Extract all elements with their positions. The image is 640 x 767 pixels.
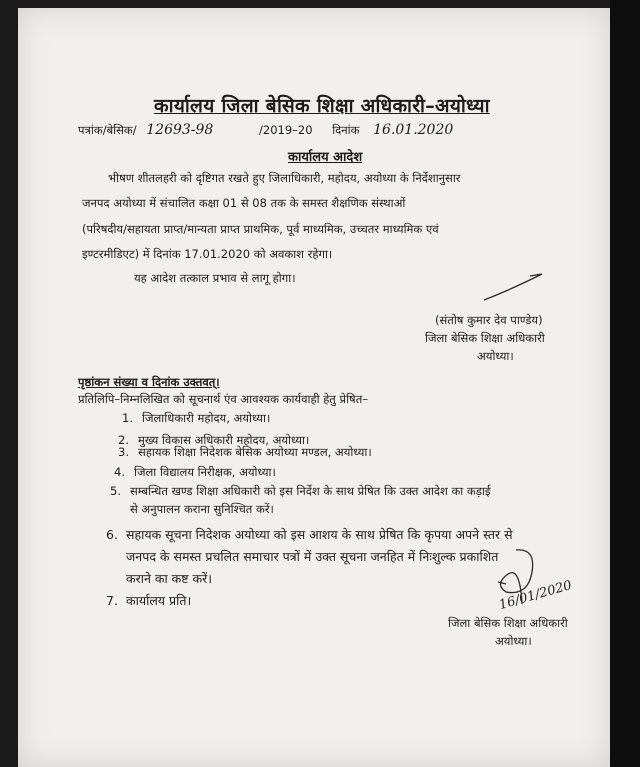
distribution-item-cont: कराने का कष्ट करें। — [126, 571, 212, 586]
distribution-item: 7. कार्यालय प्रति। — [106, 593, 192, 608]
distribution-item: 2. मुख्य विकास अधिकारी महोदय, अयोध्या। — [118, 433, 310, 447]
distribution-item-cont: से अनुपालन कराना सुनिश्चित करें। — [130, 502, 274, 516]
ref-year: /2019–20 — [259, 123, 313, 137]
order-heading: कार्यालय आदेश — [288, 150, 363, 165]
bottom-signatory-place: अयोध्या। — [495, 634, 532, 648]
bottom-signatory-designation: जिला बेसिक शिक्षा अधिकारी — [448, 616, 568, 630]
date-label: दिनांक — [332, 123, 360, 137]
distribution-heading: पृष्ठांकन संख्या व दिनांक उक्तवत्। — [78, 375, 220, 389]
distribution-item: 3. सहायक शिक्षा निदेशक बेसिक अयोध्या मण्डल, अयोध्या। — [118, 445, 372, 459]
ref-number: 12693-98 — [146, 122, 214, 138]
reference-line — [78, 122, 453, 138]
signatory-designation: जिला बेसिक शिक्षा अधिकारी — [425, 331, 545, 345]
handwritten-date: 16/01/2020 — [497, 577, 574, 614]
signature-stroke-top — [480, 268, 550, 308]
order-line-1: भीषण शीतलहरी को दृष्टिगत रखते हुए जिलाधिकारी, महोदय, अयोध्या के निर्देशानुसार — [108, 171, 461, 185]
date-value: 16.01.2020 — [373, 122, 454, 138]
distribution-intro: प्रतिलिपि–निम्नलिखित को सूचनार्थ एंव आवश्यक कार्यवाही हेतु प्रेषित– — [78, 392, 368, 406]
distribution-item: 6. सहायक सूचना निदेशक अयोध्या को इस आशय के साथ प्रेषित कि कृपया अपने स्तर से — [106, 527, 513, 542]
signatory-place: अयोध्या। — [477, 349, 514, 363]
office-title: कार्यालय जिला बेसिक शिक्षा अधिकारी–अयोध्या — [154, 95, 490, 117]
distribution-item: 1. जिलाधिकारी महोदय, अयोध्या। — [122, 411, 271, 425]
distribution-item: 4. जिला विद्यालय निरीक्षक, अयोध्या। — [114, 465, 276, 479]
order-line-3: (परिषदीय/सहायता प्राप्त/मान्यता प्राप्त प्राथमिक, पूर्व माध्यमिक, उच्चतर माध्यमिक एवं — [82, 222, 439, 236]
distribution-item: 5. सम्बन्धित खण्ड शिक्षा अधिकारी को इस निर्देश के साथ प्रेषित कि उक्त आदेश का कड़ाई — [110, 484, 491, 498]
photo-edge-shadow — [610, 0, 640, 767]
order-line-4: इण्टरमीडिएट) में दिनांक 17.01.2020 को अवकाश रहेगा। — [82, 247, 333, 261]
order-effect-line: यह आदेश तत्काल प्रभाव से लागू होगा। — [134, 271, 296, 285]
order-line-2: जनपद अयोध्या में संचालित कक्षा 01 से 08 तक के समस्त शैक्षणिक संस्थाओं — [82, 196, 406, 210]
distribution-item-cont: जनपद के समस्त प्रचलित समाचार पत्रों में उक्त सूचना जनहित में निःशुल्क प्रकाशित — [126, 549, 499, 564]
ref-label: पत्रांक/बेसिक/ — [78, 123, 137, 137]
signatory-name: (संतोष कुमार देव पाण्डेय) — [435, 313, 543, 327]
